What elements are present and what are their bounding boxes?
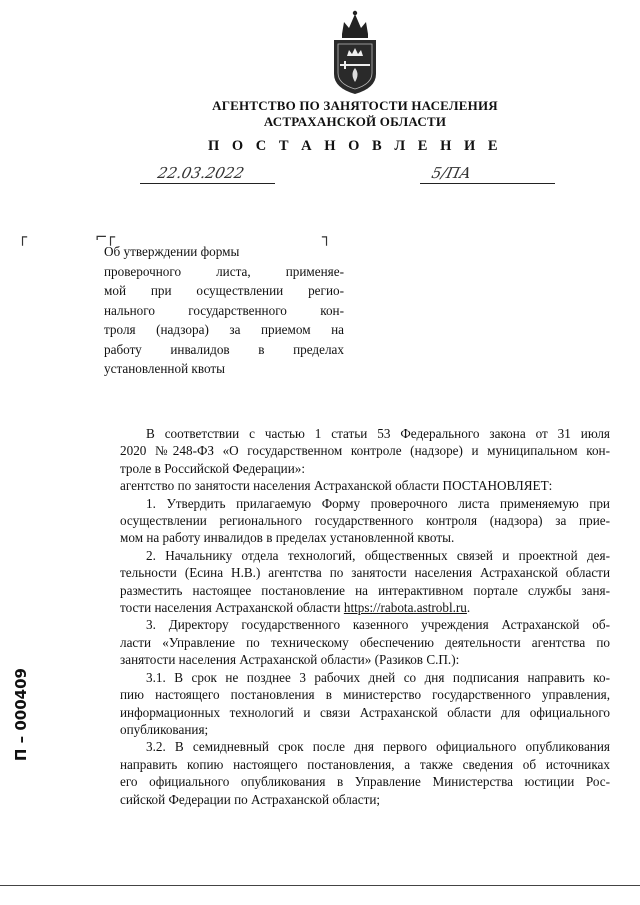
body-line: направить копию настоящего постановления, а также сведения об источниках: [120, 756, 610, 772]
agency-name-line2: АСТРАХАНСКОЙ ОБЛАСТИ: [263, 114, 447, 129]
body-line: 1. Утвердить прилагаемую Форму проверочного листа применяемую при: [146, 495, 610, 511]
body-line: его официального опубликования в Управление Министерства юстиции Рос-: [120, 774, 610, 790]
subject-bracket-start: ┌: [106, 228, 116, 246]
handwritten-number: 5/ПА: [430, 164, 473, 182]
left-corner-bracket: ┌: [18, 228, 28, 246]
body-line: сийской Федерации по Астраханской области;: [120, 791, 381, 807]
serial-number-stamp: [12, 668, 52, 762]
document-body: [120, 425, 610, 808]
body-line: пию настоящего постановления в министерство государственного управления,: [120, 687, 610, 703]
body-line: информационных технологий и связи Астраханской области для официального: [120, 704, 610, 720]
subject-line: троля (надзора) за приемом на: [104, 322, 344, 337]
body-line: опубликования;: [120, 721, 209, 737]
body-line: агентство по занятости населения Астраханской области ПОСТАНОВЛЯЕТ:: [120, 478, 553, 494]
coat-of-arms-emblem: [330, 8, 380, 96]
body-line: 3. Директору государственного казенного учреждения Астраханской об-: [146, 617, 610, 633]
serial-number-text: П – 000409: [12, 668, 30, 762]
body-line: троле в Российской Федерации»:: [120, 460, 306, 476]
subject-bracket-left: ⌐: [95, 228, 108, 246]
body-line: В соответствии с частью 1 статьи 53 Федерального закона от 31 июля: [146, 426, 610, 441]
body-line: разместить настоящее постановление на интерактивном портале службы заня-: [120, 582, 610, 598]
document-type-title: П О С Т А Н О В Л Е Н И Е: [207, 138, 503, 154]
body-line: 2020 №248-ФЗ «О государственном контроле (надзоре) и муниципальном кон-: [120, 443, 610, 459]
portal-link[interactable]: https://rabota.astrobl.ru: [343, 600, 467, 616]
date-underline: [140, 183, 275, 184]
subject-bracket-end: ┐: [322, 228, 332, 246]
body-line: [120, 599, 610, 616]
subject-line: проверочного листа, применяе-: [104, 263, 344, 279]
body-line: ласти «Управление по техническому обеспечению деятельности агентства по: [120, 634, 610, 650]
body-line: занятости населения Астраханской области» (Разиков С.П.):: [120, 652, 460, 668]
agency-name-line1: АГЕНТСТВО ПО ЗАНЯТОСТИ НАСЕЛЕНИЯ: [212, 98, 498, 113]
subject-line: работу инвалидов в пределах: [104, 341, 344, 357]
body-line: 3.2. В семидневный срок после дня первого официального опубликования: [146, 739, 610, 755]
page-bottom-line: [0, 885, 640, 886]
body-line: тельности (Есина Н.В.) агентства по занятости населения Астраханской области: [120, 565, 610, 581]
subject-line: мой при осуществлении регио-: [104, 283, 344, 298]
number-underline: [420, 183, 555, 184]
subject-line: Об утверждении формы: [104, 244, 240, 259]
body-line: 2. Начальнику отдела технологий, общественных связей и проектной дея-: [146, 547, 610, 563]
body-text: тости населения Астраханской области: [120, 600, 341, 616]
subject-line: установленной квоты: [104, 361, 226, 376]
body-text: .: [466, 600, 471, 616]
document-subject: [104, 242, 344, 379]
body-line: мом на работу инвалидов в пределах установленной квоты.: [120, 530, 455, 546]
body-line: осуществлении регионального государственного контроля (надзора) за прие-: [120, 513, 610, 529]
body-line: 3.1. В срок не позднее 3 рабочих дней со дня подписания направить ко-: [146, 669, 610, 685]
handwritten-date: 22.03.2022: [156, 164, 246, 182]
subject-line: нального государственного кон-: [104, 302, 344, 318]
